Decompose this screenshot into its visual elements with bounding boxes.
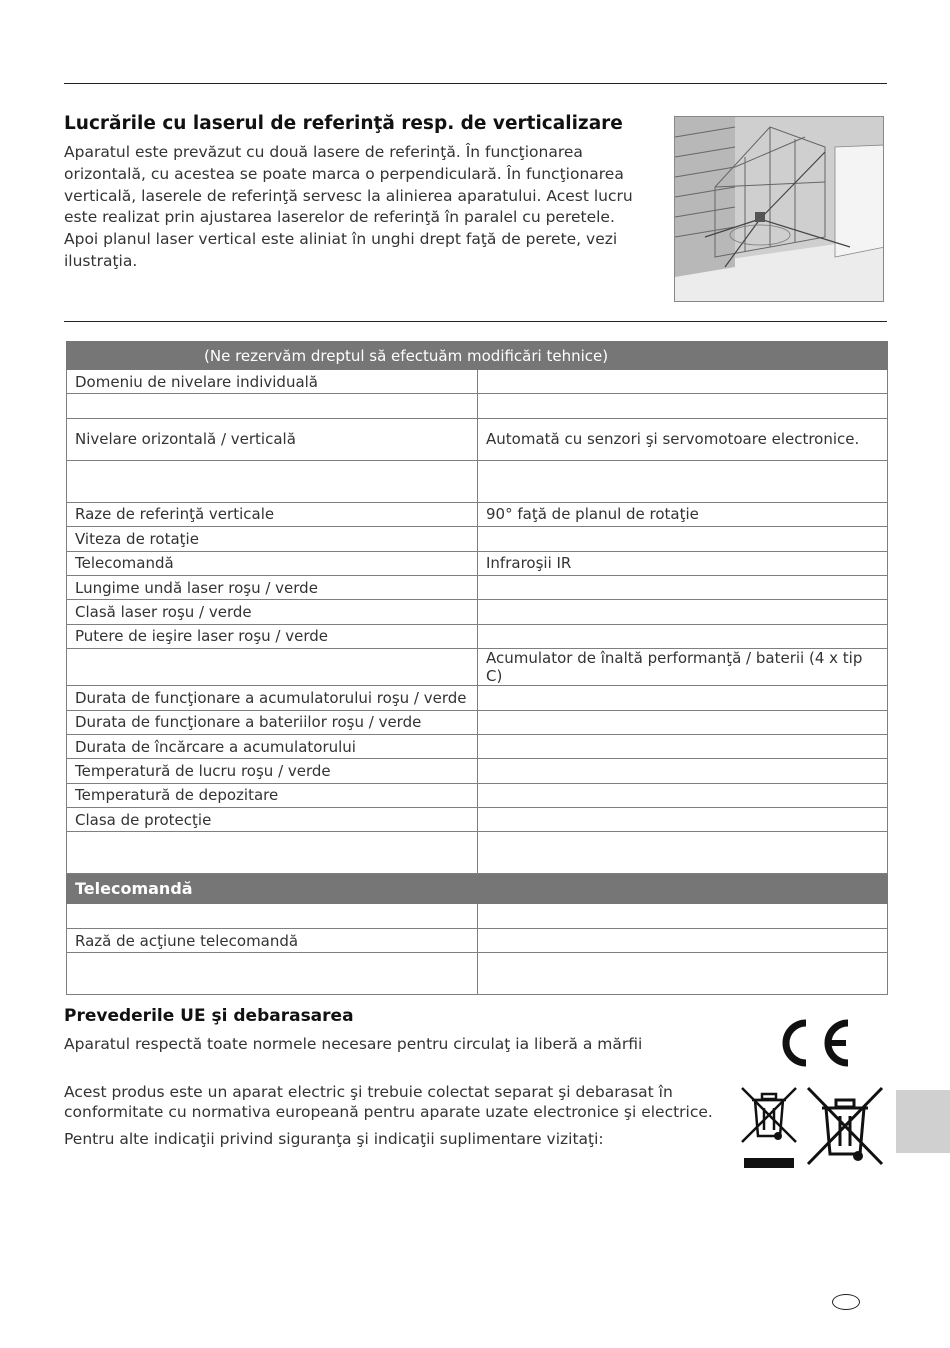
spec-value: Infraroşii IR — [478, 551, 888, 575]
body-line: Apoi planul laser vertical este aliniat în unghi drept faţă de perete, vezi — [64, 230, 618, 249]
table-row — [67, 460, 888, 502]
spec-value — [478, 394, 888, 418]
spec-label — [67, 649, 478, 686]
spec-label: Lungime undă laser roşu / verde — [67, 575, 478, 599]
spec-value — [478, 370, 888, 394]
section-body-reference-laser — [64, 142, 634, 273]
spec-label: Viteza de rotaţie — [67, 527, 478, 551]
table-row — [67, 502, 888, 526]
table-row — [67, 808, 888, 832]
spec-value — [478, 832, 888, 874]
table-row — [67, 686, 888, 710]
table-row — [67, 783, 888, 807]
section-tab — [896, 1090, 950, 1153]
spec-value — [478, 783, 888, 807]
body-line: verticală, laserele de referinţă servesc la alinierea aparatului. Acest lucru — [64, 186, 633, 205]
spec-value — [478, 953, 888, 995]
spec-label — [67, 904, 478, 928]
spec-label: Temperatură de lucru roşu / verde — [67, 759, 478, 783]
safety-info-text: Pentru alte indicaţii privind siguranţa şi indicaţii suplimentare vizitaţi: — [64, 1130, 604, 1148]
spec-value: 90° faţă de planul de rotaţie — [478, 502, 888, 526]
remote-section-heading: Telecomandă — [67, 874, 888, 904]
spec-label: Durata de funcţionare a bateriilor roşu / verde — [67, 710, 478, 734]
table-row — [67, 394, 888, 418]
spec-label: Nivelare orizontală / verticală — [67, 418, 478, 460]
spec-value — [478, 904, 888, 928]
room-laser-illustration-drawing — [675, 117, 884, 302]
spec-label — [67, 953, 478, 995]
eu-compliance-text: Aparatul respectă toate normele necesare pentru circulaţ ia liberă a mărfii — [64, 1035, 643, 1053]
room-laser-illustration — [674, 116, 884, 302]
language-oval-icon — [832, 1294, 860, 1310]
table-row — [67, 928, 888, 952]
table-row — [67, 551, 888, 575]
spec-label — [67, 460, 478, 502]
table-row — [67, 759, 888, 783]
spec-label: Rază de acţiune telecomandă — [67, 928, 478, 952]
remote-header-row — [67, 874, 888, 904]
spec-value — [478, 734, 888, 758]
spec-label: Raze de referinţă verticale — [67, 502, 478, 526]
table-row — [67, 953, 888, 995]
table-row — [67, 527, 888, 551]
section-title-eu-disposal: Prevederile UE şi debarasarea — [64, 1006, 354, 1026]
spec-label: Telecomandă — [67, 551, 478, 575]
disposal-text-line-2: conformitate cu normativa europeană pentru aparate uzate electronice şi electrice. — [64, 1103, 713, 1121]
table-row — [67, 734, 888, 758]
spec-value — [478, 460, 888, 502]
spec-value: Acumulator de înaltă performanţă / baterii (4 x tip C) — [478, 649, 888, 686]
spec-value — [478, 575, 888, 599]
body-line: ilustraţia. — [64, 251, 138, 270]
table-row — [67, 649, 888, 686]
spec-label: Clasă laser roşu / verde — [67, 600, 478, 624]
table-row — [67, 624, 888, 648]
table-row — [67, 904, 888, 928]
spec-label: Putere de ieşire laser roşu / verde — [67, 624, 478, 648]
body-line: orizontală, cu acestea se poate marca o perpendiculară. În funcţionarea — [64, 164, 624, 183]
spec-label: Domeniu de nivelare individuală — [67, 370, 478, 394]
table-row — [67, 710, 888, 734]
table-row — [67, 600, 888, 624]
spec-label: Clasa de protecţie — [67, 808, 478, 832]
table-header-note: (Ne rezervăm dreptul să efectuăm modificări tehnice) — [67, 342, 888, 370]
body-line: este realizat prin ajustarea laserelor de referinţă în paralel cu peretele. — [64, 208, 615, 227]
section-title-reference-laser: Lucrările cu laserul de referinţă resp. de verticalizare — [64, 113, 623, 134]
weee-bin-crossed-icon — [806, 1086, 884, 1168]
spec-value — [478, 624, 888, 648]
spec-label: Durata de încărcare a acumulatorului — [67, 734, 478, 758]
weee-bin-icon — [740, 1086, 798, 1170]
spec-value — [478, 928, 888, 952]
table-row — [67, 418, 888, 460]
spec-value — [478, 600, 888, 624]
spec-label: Temperatură de depozitare — [67, 783, 478, 807]
spec-label — [67, 394, 478, 418]
spec-label — [67, 832, 478, 874]
spec-value — [478, 759, 888, 783]
ce-mark-icon — [772, 1015, 852, 1071]
technical-data-table — [66, 341, 888, 995]
spec-value — [478, 808, 888, 832]
spec-label: Durata de funcţionare a acumulatorului roşu / verde — [67, 686, 478, 710]
spec-value — [478, 527, 888, 551]
table-header-row — [67, 342, 888, 370]
middle-rule — [64, 321, 887, 322]
table-row — [67, 575, 888, 599]
top-rule — [64, 83, 887, 84]
spec-value — [478, 686, 888, 710]
body-line: Aparatul este prevăzut cu două lasere de referinţă. În funcţionarea — [64, 143, 583, 161]
disposal-text-line-1: Acest produs este un aparat electric şi trebuie colectat separat şi debarasat în — [64, 1083, 673, 1101]
table-row — [67, 370, 888, 394]
table-row — [67, 832, 888, 874]
spec-value — [478, 710, 888, 734]
spec-value: Automată cu senzori şi servomotoare electronice. — [478, 418, 888, 460]
